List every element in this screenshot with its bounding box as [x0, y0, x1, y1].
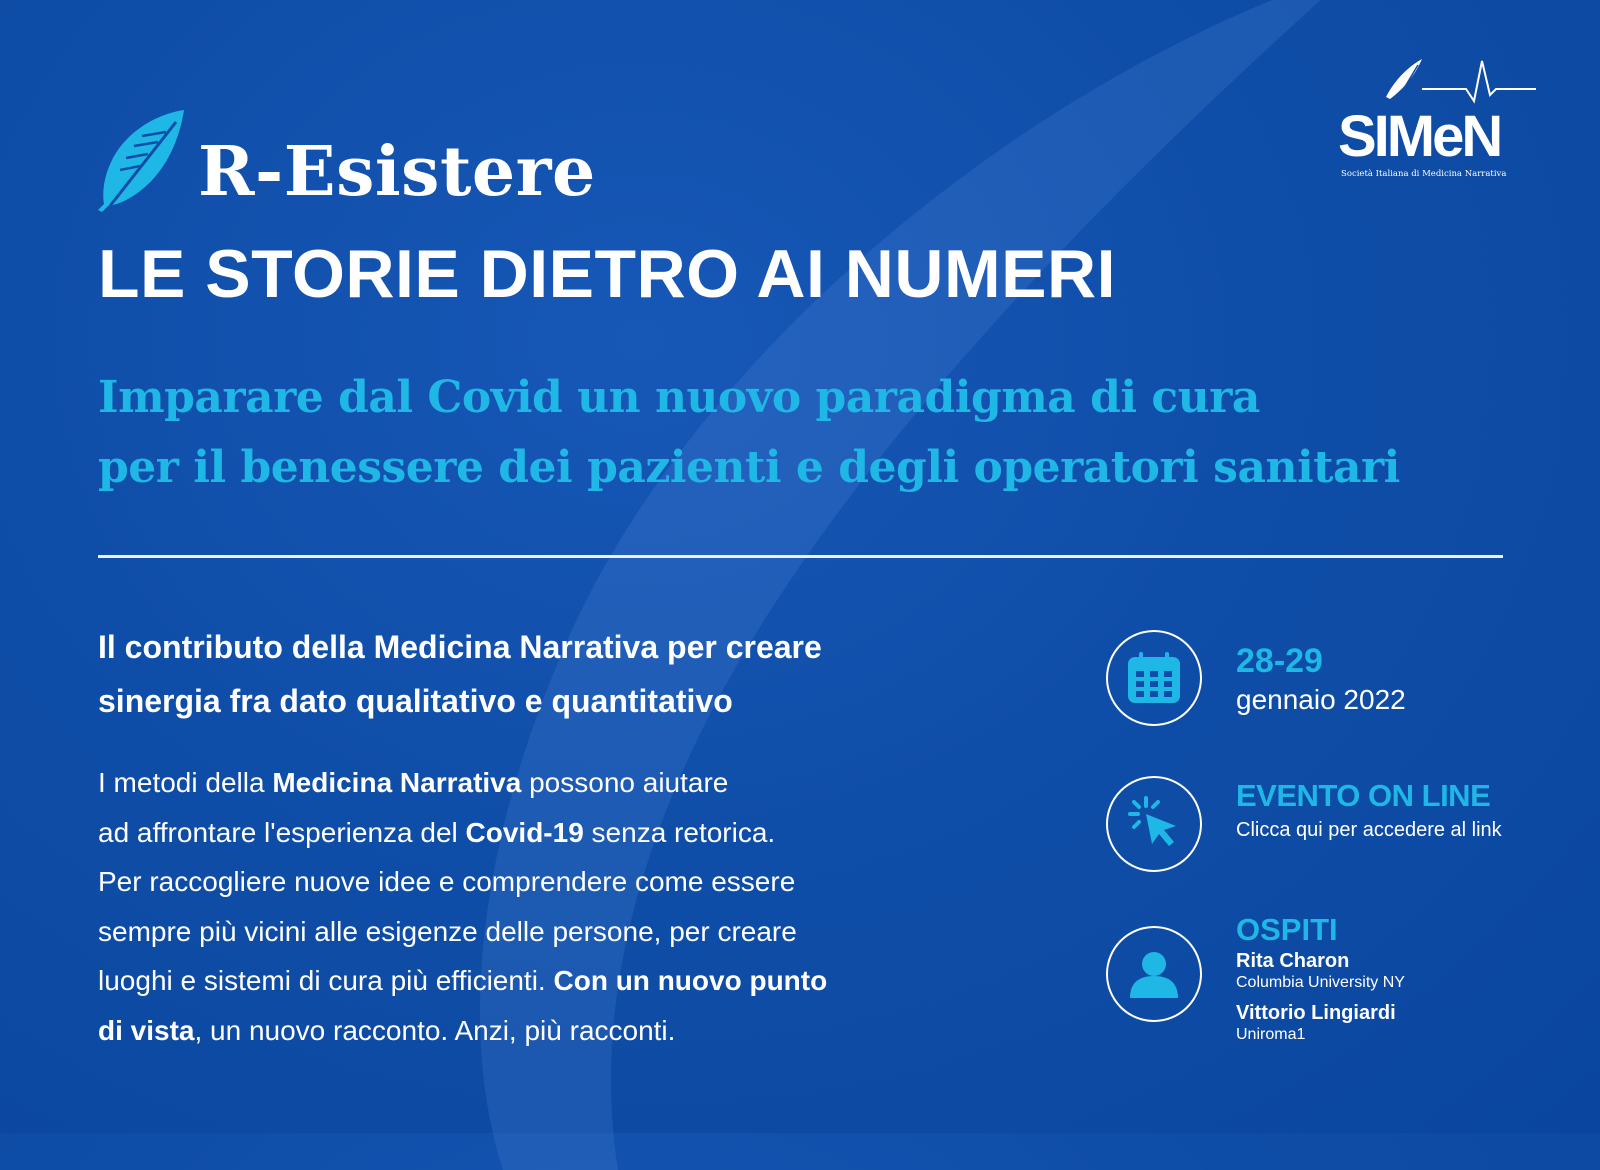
subtitle-line-1: Imparare dal Covid un nuovo paradigma di cura	[98, 372, 1260, 423]
feather-icon	[96, 108, 188, 212]
body-text: sempre più vicini alle esigenze delle persone, per creare	[98, 915, 797, 947]
body-bold: di vista	[98, 1014, 195, 1046]
person-icon	[1128, 948, 1180, 1000]
online-event-title: EVENTO ON LINE	[1236, 778, 1491, 813]
body-bold: Con un nuovo punto	[553, 965, 828, 996]
page-title: LE STORIE DIETRO AI NUMERI	[98, 236, 1116, 312]
body-text: ad affrontare l'esperienza del	[98, 816, 466, 848]
event-date-month: gennaio 2022	[1236, 684, 1406, 715]
contribution-heading	[98, 620, 1048, 728]
simen-wordmark: SIMeN	[1338, 104, 1501, 169]
body-text: , un nuovo racconto. Anzi, più racconti.	[194, 1014, 676, 1046]
subtitle	[98, 363, 1518, 503]
divider	[98, 555, 1503, 558]
simen-fullname: Società Italiana di Medicina Narrativa	[1341, 169, 1507, 179]
event-date-days: 28-29	[1236, 642, 1323, 680]
click-cursor-icon	[1124, 794, 1184, 854]
guest-name: Rita Charon	[1236, 950, 1350, 972]
body-text: senza retorica.	[583, 816, 776, 848]
guests-title: OSPITI	[1236, 912, 1338, 947]
brand-title: R-Esistere	[198, 132, 596, 212]
body-text: luoghi e sistemi di cura più efficienti.	[98, 965, 554, 996]
online-circle[interactable]	[1106, 776, 1202, 872]
guest-name: Vittorio Lingiardi	[1236, 1002, 1396, 1024]
subtitle-line-2: per il benessere dei pazienti e degli operatori sanitari	[98, 442, 1400, 493]
online-event-link[interactable]: Clicca qui per accedere al link	[1236, 819, 1502, 841]
guests-circle	[1106, 926, 1202, 1022]
body-text: possono aiutare	[521, 767, 729, 798]
contribution-line-2: sinergia fra dato qualitativo e quantitativo	[98, 683, 733, 719]
body-text: I metodi della	[98, 767, 273, 798]
body-bold: Covid-19	[465, 816, 584, 848]
calendar-circle	[1106, 630, 1202, 726]
guest-affiliation: Columbia University NY	[1236, 974, 1405, 991]
calendar-icon	[1126, 651, 1182, 705]
body-text: Per raccogliere nuove idee e comprendere come essere	[98, 866, 796, 897]
simen-logo	[1338, 55, 1538, 185]
body-bold: Medicina Narrativa	[272, 767, 522, 798]
contribution-line-1: Il contributo della Medicina Narrativa per creare	[98, 629, 822, 665]
body-paragraph	[98, 758, 998, 1055]
guest-affiliation: Uniroma1	[1236, 1026, 1306, 1043]
